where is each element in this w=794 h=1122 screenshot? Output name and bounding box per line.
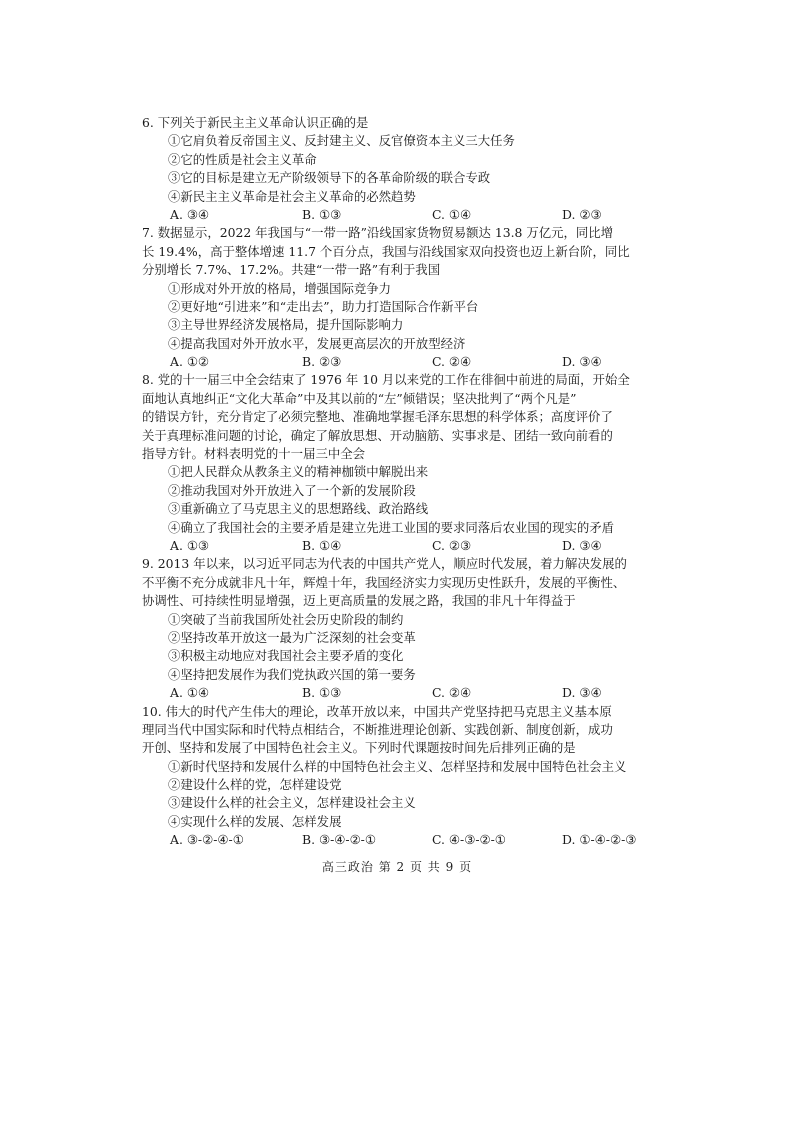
option-a: A. ①② xyxy=(170,354,210,370)
statement-item: ①突破了当前我国所处社会历史阶段的制约 xyxy=(168,611,404,627)
statement-item: ②坚持改革开放这一最为广泛深刻的社会变革 xyxy=(168,629,416,645)
option-b: B. ①③ xyxy=(302,206,342,222)
option-d: D. ③④ xyxy=(562,685,602,701)
option-d: D. ①-④-②-③ xyxy=(562,832,637,848)
option-a: A. ①③ xyxy=(170,537,210,553)
option-b: B. ①③ xyxy=(302,685,342,701)
statement-item: ②推动我国对外开放进入了一个新的发展阶段 xyxy=(168,482,416,498)
statement-item: ③建设什么样的社会主义，怎样建设社会主义 xyxy=(168,795,416,811)
answer-options xyxy=(142,684,652,702)
statement-item: ③积极主动地应对我国社会主要矛盾的变化 xyxy=(168,648,404,664)
option-d: D. ③④ xyxy=(562,354,602,370)
option-c: C. ①④ xyxy=(432,206,472,222)
question-7 xyxy=(142,224,652,371)
option-c: C. ④-③-②-① xyxy=(432,832,506,848)
option-a: A. ①④ xyxy=(170,685,210,701)
page-footer: 高三政治 第 2 页 共 9 页 xyxy=(321,860,473,874)
question-stem-line: 7. 数据显示，2022 年我国与“一带一路”沿线国家货物贸易额达 13.8 万亿元，同比增 xyxy=(142,225,614,241)
statement-item: ②更好地“引进来”和“走出去”，助力打造国际合作新平台 xyxy=(168,298,479,314)
option-c: C. ②④ xyxy=(432,354,472,370)
question-stem-line: 6. 下列关于新民主主义革命认识正确的是 xyxy=(142,115,369,130)
statement-item: ②建设什么样的党，怎样建设党 xyxy=(168,777,342,793)
question-6 xyxy=(142,114,652,224)
question-stem-line: 不平衡不充分成就非凡十年，辉煌十年，我国经济实力实现历史性跃升，发展的平衡性、 xyxy=(142,574,626,590)
question-stem-line: 理同当代中国实际和时代特点相结合，不断推进理论创新、实践创新、制度创新，成功 xyxy=(142,721,613,737)
option-c: C. ②④ xyxy=(432,685,472,701)
question-9 xyxy=(142,555,652,702)
question-stem-line: 9. 2013 年以来，以习近平同志为代表的中国共产党人，顺应时代发展，着力解决发展的 xyxy=(142,556,627,572)
question-stem-line: 10. 伟大的时代产生伟大的理论，改革开放以来，中国共产党坚持把马克思主义基本原 xyxy=(142,703,612,719)
answer-options xyxy=(142,353,652,371)
statement-item: ②它的性质是社会主义革命 xyxy=(168,151,317,167)
option-c: C. ②③ xyxy=(432,537,472,553)
statement-item: ①把人民群众从教条主义的精神枷锁中解脱出来 xyxy=(168,464,429,480)
question-stem-line: 8. 党的十一届三中全会结束了 1976 年 10 月以来党的工作在徘徊中前进的局面，开始全 xyxy=(142,372,630,388)
question-stem-line: 分别增长 7.7%、17.2%。共建“一带一路”有利于我国 xyxy=(142,262,441,278)
statement-item: ④新民主主义革命是社会主义革命的必然趋势 xyxy=(168,188,416,204)
question-8 xyxy=(142,371,652,555)
answer-options xyxy=(142,831,652,849)
statement-item: ③重新确立了马克思主义的思想路线、政治路线 xyxy=(168,501,429,517)
option-a: A. ③-②-④-① xyxy=(170,832,244,848)
statement-item: ④确立了我国社会的主要矛盾是建立先进工业国的要求同落后农业国的现实的矛盾 xyxy=(168,519,615,535)
question-stem-line: 关于真理标准问题的讨论，确定了解放思想、开动脑筋、实事求是、团结一致向前看的 xyxy=(142,427,613,443)
question-stem-line: 协调性、可持续性明显增强，迈上更高质量的发展之路，我国的非凡十年得益于 xyxy=(142,593,576,609)
question-list xyxy=(142,114,652,850)
statement-item: ④实现什么样的发展、怎样发展 xyxy=(168,813,342,829)
question-stem-line: 指导方针。材料表明党的十一届三中全会 xyxy=(142,446,366,462)
statement-item: ③主导世界经济发展格局，提升国际影响力 xyxy=(168,317,404,333)
option-d: D. ②③ xyxy=(562,206,602,222)
option-b: B. ①④ xyxy=(302,537,342,553)
statement-item: ④提高我国对外开放水平，发展更高层次的开放型经济 xyxy=(168,335,466,351)
question-stem-line: 面地认真地纠正“文化大革命”中及其以前的“左”倾错误；坚决批判了“两个凡是” xyxy=(142,390,577,406)
statement-item: ④坚持把发展作为我们党执政兴国的第一要务 xyxy=(168,666,416,682)
statement-item: ①新时代坚持和发展什么样的中国特色社会主义、怎样坚持和发展中国特色社会主义 xyxy=(168,758,627,774)
answer-options xyxy=(142,537,652,555)
statement-item: ③它的目标是建立无产阶级领导下的各革命阶级的联合专政 xyxy=(168,170,491,186)
question-10 xyxy=(142,703,652,850)
question-stem-line: 的错误方针，充分肯定了必须完整地、准确地掌握毛泽东思想的科学体系；高度评价了 xyxy=(142,409,613,425)
option-a: A. ③④ xyxy=(170,206,210,222)
option-d: D. ③④ xyxy=(562,537,602,553)
option-b: B. ②③ xyxy=(302,354,342,370)
question-stem-line: 长 19.4%，高于整体增速 11.7 个百分点，我国与沿线国家双向投资也迈上新台阶，同比 xyxy=(142,243,630,259)
statement-item: ①它肩负着反帝国主义、反封建主义、反官僚资本主义三大任务 xyxy=(168,133,515,149)
answer-options xyxy=(142,206,652,224)
question-stem-line: 开创、坚持和发展了中国特色社会主义。下列时代课题按时间先后排列正确的是 xyxy=(142,740,576,756)
statement-item: ①形成对外开放的格局，增强国际竞争力 xyxy=(168,280,392,296)
option-b: B. ③-④-②-① xyxy=(302,832,376,848)
